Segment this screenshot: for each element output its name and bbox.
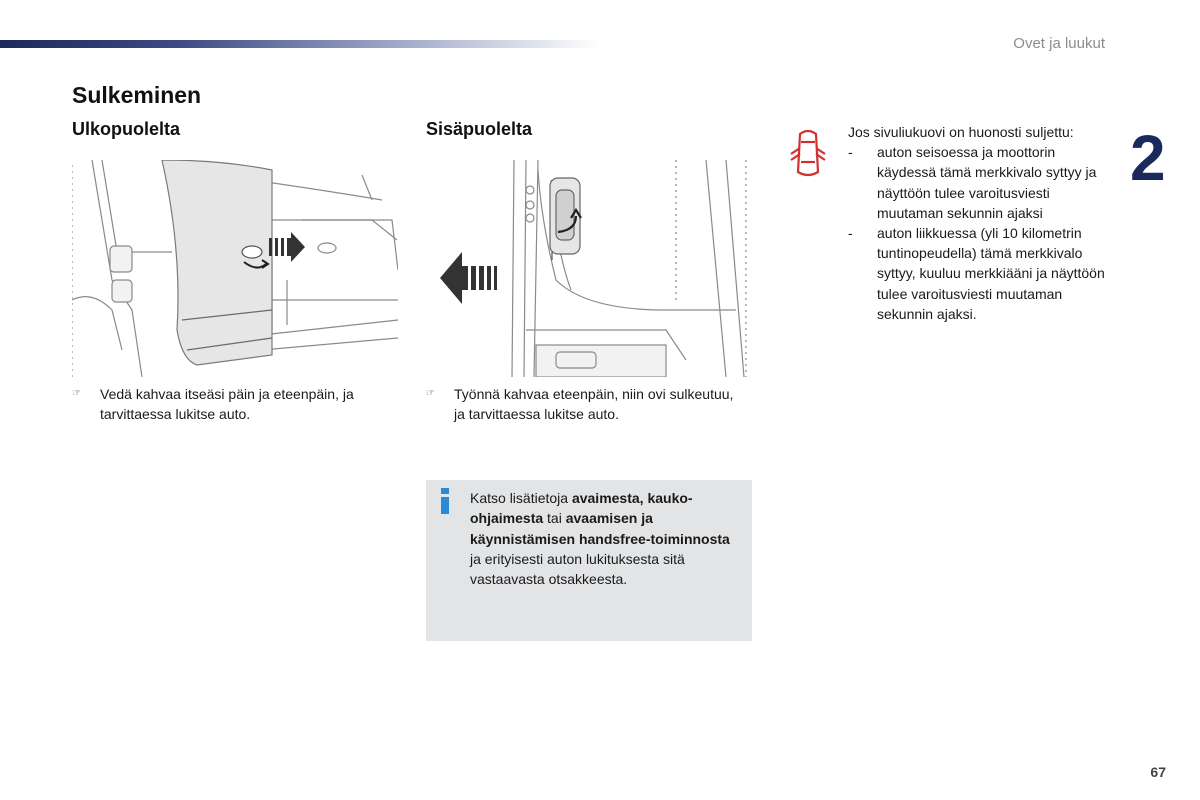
illustration-closing-inside xyxy=(426,160,752,377)
illustration-closing-outside xyxy=(72,160,398,377)
info-icon xyxy=(438,488,452,514)
section-title: Ovet ja luukut xyxy=(1013,35,1105,52)
warning-item xyxy=(848,142,1118,223)
warning-item-text: auton liikkuessa (yli 10 kilometrin tuntinopeudella) tämä merkkivalo syttyy, kuuluu merkkiääni ja näyttöön tulee varoitusviesti muutaman sekunnin ajaksi. xyxy=(877,225,1105,322)
finger-pointer-icon: ☞ xyxy=(426,388,435,399)
header-gradient-bar xyxy=(0,40,600,48)
warning-item-text: auton seisoessa ja moottorin käydessä tämä merkkivalo syttyy ja näyttöön tulee varoitusviesti muutaman sekunnin ajaksi xyxy=(877,144,1097,221)
page-number: 67 xyxy=(1150,764,1166,780)
chapter-number: 2 xyxy=(1130,122,1166,194)
warning-item-dash: - xyxy=(848,225,853,242)
door-open-warning-icon xyxy=(788,128,828,178)
step-inside xyxy=(426,384,746,424)
step-outside xyxy=(72,384,392,424)
step-outside-text: Vedä kahvaa itseäsi päin ja eteenpäin, ja tarvittaessa lukitse auto. xyxy=(100,386,354,422)
warning-intro: Jos sivuliukuovi on huonosti suljettu: xyxy=(848,124,1074,140)
info-text-2: tai xyxy=(543,510,566,527)
finger-pointer-icon: ☞ xyxy=(72,388,81,399)
info-text-1: Katso lisätietoja xyxy=(470,490,572,506)
warning-item xyxy=(848,223,1118,324)
info-box xyxy=(426,480,752,641)
step-inside-text: Työnnä kahvaa eteenpäin, niin ovi sulkeutuu, ja tarvittaessa lukitse auto. xyxy=(454,386,734,422)
heading-inside: Sisäpuolelta xyxy=(426,119,533,139)
info-bold-2: avaamisen ja käynnistämisen handsfree-toiminnosta xyxy=(470,510,730,547)
info-text-3: ja erityisesti auton lukituksesta sitä vastaavasta otsakkeesta. xyxy=(470,550,685,588)
warning-item-dash: - xyxy=(848,144,853,161)
heading-outside: Ulkopuolelta xyxy=(72,119,181,139)
info-bold-1: avaimesta, kauko-ohjaimesta xyxy=(470,490,693,527)
warning-text xyxy=(848,122,1118,324)
page-title: Sulkeminen xyxy=(72,82,202,108)
